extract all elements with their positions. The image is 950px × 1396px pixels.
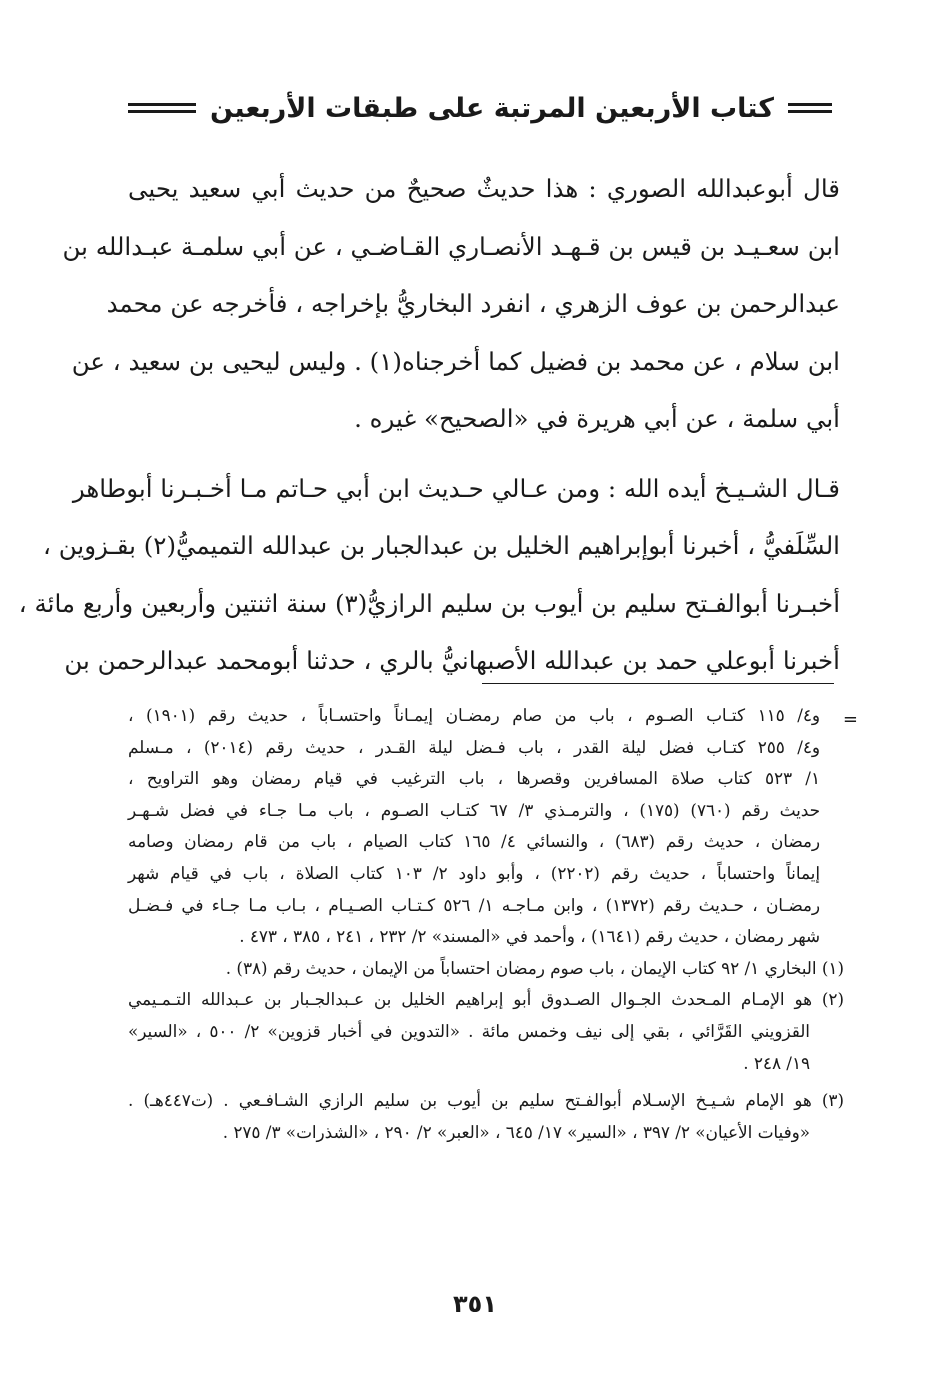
header-rule-right (788, 103, 832, 113)
footnote-line: شهر رمضان ، حديث رقم (١٦٤١) ، وأحمد في «المسند» ٢/ ٢٣٢ ، ٢٤١ ، ٣٨٥ ، ٤٧٣ . (239, 926, 820, 947)
footnote-line: إيماناً واحتساباً ، حديث رقم (٢٢٠٢) ، وأبو داود ٢/ ١٠٣ كتاب الصلاة ، باب في قيام شهر (128, 862, 821, 883)
footnote-line: «وفيات الأعيان» ٢/ ٣٩٧ ، «السير» ١٧/ ٦٤٥ ، «العبر» ٢/ ٢٩٠ ، «الشذرات» ٣/ ٢٧٥ . (222, 1121, 810, 1142)
text-line: ابن سلام ، عن محمد بن فضيل كما أخرجناه(١) . وليس ليحيى بن سعيد ، عن (71, 346, 840, 376)
footnotes (128, 700, 858, 1148)
footnote-line: و٤/ ١١٥ كتـاب الصـوم ، باب من صام رمضـان إيمـاناً واحتسـاباً ، حديث رقم (١٩٠١) ، (128, 705, 820, 725)
footnote-line: ١/ ٥٢٣ كتاب صلاة المسافرين وقصرها ، باب الترغيب في قيام رمضان وهو التراويح ، (128, 768, 820, 789)
text-line: السِّلَفيُّ ، أخبرنا أبوإبراهيم الخليل بن عبدالجبار بن عبدالله التميميُّ(٢) بقـزوين ، (43, 531, 840, 560)
footnote-line: حديث رقم (٧٦٠) (١٧٥) ، والترمـذي ٣/ ٦٧ كتـاب الصـوم ، باب مـا جـاء في فضل شـهـر (128, 799, 820, 820)
footnote-3 (128, 1085, 844, 1148)
paragraph-1 (62, 160, 840, 448)
footnote-line: (٣) هو الإمام شـيـخ الإسـلام أبوالفـتح سليم بن أيوب بن سليم الرازي الشـافـعي . (ت٤٤٧هـ) . (128, 1090, 844, 1111)
text-line: قـال الشـيـخ أيده الله : ومن عـالي حـديث ابن أبي حـاتم مـا أخـبـرنا أبوطاهر (72, 473, 840, 503)
text-line: ابن سعـيـد بن قيس بن قـهـد الأنصـاري القـاضـي ، عن أبي سلمـة عبـدالله بن (62, 231, 840, 261)
footnote-line: (٢) هو الإمـام المـحدث الجـوال الصـدوق أبو إبراهيم الخليل بن عـبدالجـبار بن عـبدالله التـمـيمي (128, 989, 844, 1010)
footnote-line: ١٩/ ٢٤٨ . (743, 1052, 810, 1073)
footnote-line: (١) البخاري ١/ ٩٢ كتاب الإيمان ، باب صوم رمضان احتساباً من الإيمان ، حديث رقم (٣٨) . (225, 957, 844, 978)
continuation-mark: = (842, 709, 858, 730)
text-line: أبي سلمة ، عن أبي هريرة في «الصحيح» غيره . (354, 404, 840, 433)
footnote-1 (128, 953, 844, 985)
text-line: أخبـرنا أبوالفـتح سليم بن أيوب بن سليم الرازيُّ(٣) سنة اثنتين وأربعين وأربع مائة ، (18, 588, 840, 618)
footnote-2 (128, 984, 844, 1079)
text-line: أخبرنا أبوعلي حمد بن عبدالله الأصبهانيُّ بالري ، حدثنا أبومحمد عبدالرحمن بن (64, 646, 840, 675)
header-rule-left (128, 103, 196, 113)
footnote-line: رمضـان ، حـديث رقم (١٣٧٢) ، وابن مـاجـه ١/ ٥٢٦ كـتـاب الصـيـام ، بـاب مـا جـاء في فـضـل (128, 894, 820, 915)
footnote-continuation (128, 700, 858, 953)
footnote-separator (482, 683, 834, 684)
paragraph-2 (18, 460, 840, 690)
page-number: ٣٥١ (453, 1290, 497, 1318)
footnote-line: القزويني القَرَّائي ، بقي إلى نيف وخمس مائة . «التدوين في أخبار قزوين» ٢/ ٥٠٠ ، «السير» (128, 1020, 810, 1041)
page-title: كتاب الأربعين المرتبة على طبقات الأربعين (210, 92, 774, 124)
running-header (128, 88, 832, 128)
text-line: قال أبوعبدالله الصوري : هذا حديثٌ صحيحٌ من حديث أبي سعيد يحيى (128, 174, 840, 203)
text-line: عبدالرحمن بن عوف الزهري ، انفرد البخاريُّ بإخراجه ، فأخرجه عن محمد (106, 289, 840, 318)
footnote-line: رمضان ، حديث رقم (٦٨٣) ، والنسائي ٤/ ١٦٥ كتاب الصيام ، باب من قام رمضان وصامه (128, 831, 820, 852)
footnote-line: و٤/ ٢٥٥ كتـاب فضل ليلة القدر ، باب فـضل ليلة القـدر ، حديث رقم (٢٠١٤) ، مـسلم (128, 736, 820, 757)
main-text (18, 160, 840, 690)
